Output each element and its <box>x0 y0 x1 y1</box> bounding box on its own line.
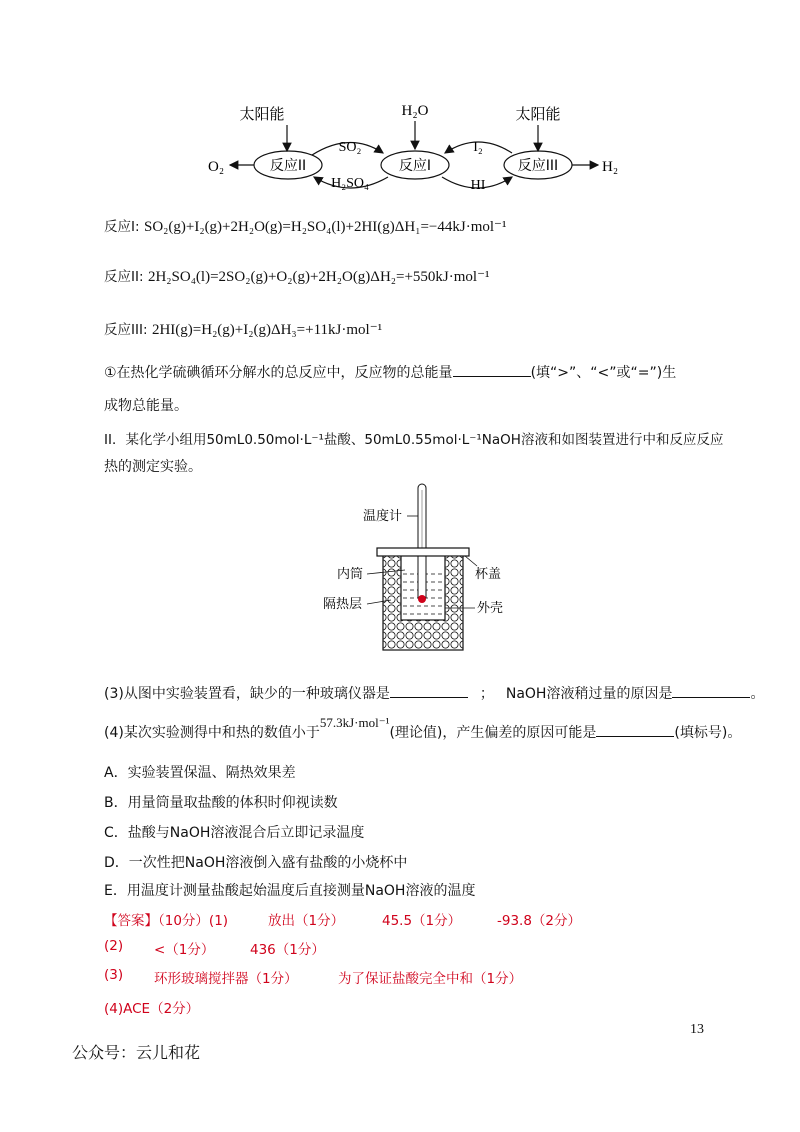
answer-1-a: 放出（1分） <box>268 913 345 929</box>
question-3-text-c: NaOH溶液稍过量的原因是 <box>505 686 673 702</box>
answer-blank[interactable] <box>390 683 468 698</box>
equation-label: 反应I: <box>104 219 140 235</box>
question-4-text-a: (4)某次实验测得中和热的数值小于 <box>104 725 320 741</box>
answer-blank[interactable] <box>453 362 531 377</box>
hi-label: HI <box>470 178 486 193</box>
sulfur-iodine-cycle-diagram <box>200 95 630 205</box>
calorimeter-diagram <box>315 478 515 656</box>
lid-label: 杯盖 <box>475 567 502 582</box>
equation-text: 2H₂SO₄(l)=2SO₂(g)+O₂(g)+2H₂O(g)ΔH₂=+550kJ·mol⁻¹ <box>147 269 490 285</box>
hydrogen-label: H₂ <box>602 159 619 175</box>
insulation-label: 隔热层 <box>323 597 363 612</box>
question-3-text-b: ； <box>479 686 494 702</box>
equation-reaction3 <box>104 318 382 339</box>
option-c: C．盐酸与NaOH溶液混合后立即记录温度 <box>104 825 365 841</box>
option-a: A．实验装置保温、隔热效果差 <box>104 765 296 781</box>
equation-label: 反应III: <box>104 322 148 338</box>
answer-blank[interactable] <box>672 683 750 698</box>
answer-blank[interactable] <box>596 722 674 737</box>
equation-reaction2 <box>104 265 490 286</box>
question-1-line1 <box>104 362 676 382</box>
question-3-text-d: 。 <box>750 686 765 702</box>
reaction3-label: 反应III <box>517 158 559 174</box>
equation-label: 反应II: <box>104 269 144 285</box>
question-1-text-a: ①在热化学硫碘循环分解水的总反应中，反应物的总能量 <box>104 365 453 381</box>
water-label: H₂O <box>401 103 429 119</box>
answer-3-b: 为了保证盐酸完全中和（1分） <box>338 971 523 987</box>
question-4-text-c: (填标号)。 <box>674 725 742 741</box>
answer-1-c: -93.8（2分） <box>497 913 582 929</box>
answer-1-b: 45.5（1分） <box>382 913 462 929</box>
option-d: D．一次性把NaOH溶液倒入盛有盐酸的小烧杯中 <box>104 855 408 871</box>
answer-4: (4)ACE（2分） <box>104 1001 200 1017</box>
iodine-label: I₂ <box>473 140 483 155</box>
option-e: E．用温度计测量盐酸起始温度后直接测量NaOH溶液的温度 <box>104 883 476 899</box>
equation-reaction1 <box>104 215 506 236</box>
question-1-text-b: (填“>”、“<”或“=”)生 <box>530 365 677 381</box>
reaction1-label: 反应I <box>398 158 432 174</box>
answer-2-a: <（1分） <box>154 942 215 958</box>
answer-header: 【答案】（10分）(1) <box>104 913 229 929</box>
solar-left-label: 太阳能 <box>239 105 285 123</box>
question-4 <box>104 715 742 742</box>
inner-cup-label: 内筒 <box>337 567 364 582</box>
question-3 <box>104 683 764 703</box>
thermometer-label: 温度计 <box>363 509 403 524</box>
solar-right-label: 太阳能 <box>515 105 561 123</box>
answer-3-number: (3) <box>104 967 124 983</box>
equation-text: 2HI(g)=H₂(g)+I₂(g)ΔH₃=+11kJ·mol⁻¹ <box>151 322 383 338</box>
answer-2-b: 436（1分） <box>250 942 325 958</box>
oxygen-label: O₂ <box>208 159 225 175</box>
so2-label: SO₂ <box>338 140 362 155</box>
answer-3-a: 环形玻璃搅拌器（1分） <box>154 971 298 987</box>
part2-line2: 热的测定实验。 <box>104 459 202 475</box>
theoretical-value: 57.3kJ·mol⁻¹ <box>319 715 390 730</box>
question-3-text-a: (3)从图中实验装置看，缺少的一种玻璃仪器是 <box>104 686 390 702</box>
page-number: 13 <box>690 1022 704 1037</box>
cup-lid <box>377 548 469 556</box>
option-b: B．用量筒量取盐酸的体积时仰视读数 <box>104 795 338 811</box>
answer-2-number: (2) <box>104 938 124 954</box>
reaction2-label: 反应II <box>269 158 307 174</box>
question-4-text-b: (理论值)，产生偏差的原因可能是 <box>389 725 597 741</box>
footer-account: 公众号：云儿和花 <box>72 1043 201 1062</box>
question-1-line2: 成物总能量。 <box>104 398 188 414</box>
h2so4-label: H₂SO₄ <box>331 176 369 191</box>
outer-shell-label: 外壳 <box>477 601 504 616</box>
equation-text: SO₂(g)+I₂(g)+2H₂O(g)=H₂SO₄(l)+2HI(g)ΔH₁=−44kJ·mol⁻¹ <box>143 219 507 235</box>
part2-line1: II．某化学小组用50mL0.50mol·L⁻¹盐酸、50mL0.55mol·L⁻¹NaOH溶液和如图装置进行中和反应反应 <box>104 432 724 448</box>
